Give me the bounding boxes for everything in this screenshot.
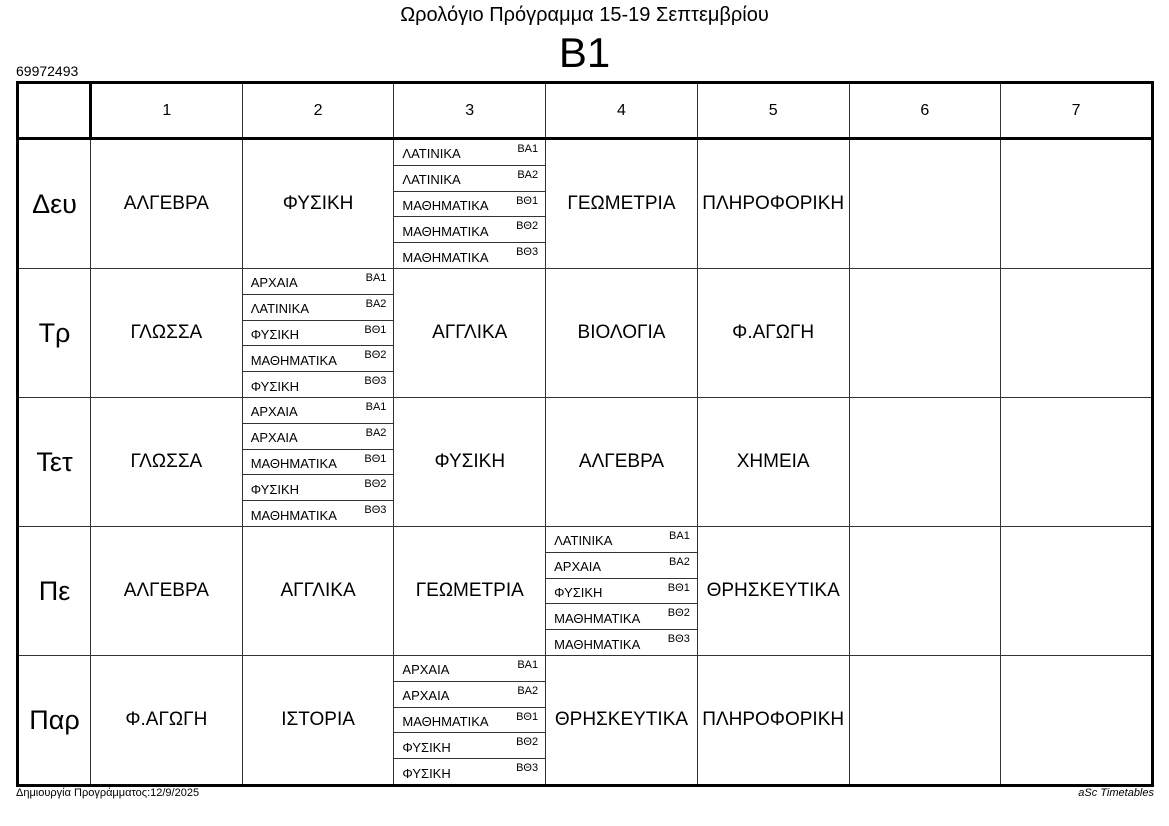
group-subject: ΑΡΧΑΙΑ <box>250 430 298 446</box>
lesson-cell: ΧΗΜΕΙΑ <box>697 398 849 527</box>
empty-cell <box>1001 656 1153 786</box>
group-lesson <box>394 243 545 268</box>
lesson-cell: ΘΡΗΣΚΕΥΤΙΚΑ <box>546 656 698 786</box>
empty-cell <box>849 527 1001 656</box>
group-subject: ΦΥΣΙΚΗ <box>250 326 300 342</box>
period-header: 4 <box>546 83 698 139</box>
lesson-cell: ΦΥΣΙΚΗ <box>242 139 394 269</box>
group-subject: ΜΑΘΗΜΑΤΙΚΑ <box>554 636 641 652</box>
group-code: ΒΘ1 <box>516 194 539 207</box>
day-row <box>18 656 1153 786</box>
group-code: ΒΑ2 <box>669 555 690 568</box>
group-subject: ΦΥΣΙΚΗ <box>250 378 300 394</box>
empty-cell <box>849 139 1001 269</box>
lesson-cell: ΑΓΓΛΙΚΑ <box>242 527 394 656</box>
lesson-cell: ΠΛΗΡΟΦΟΡΙΚΗ <box>697 656 849 786</box>
group-subject: ΛΑΤΙΝΙΚΑ <box>402 146 461 162</box>
group-code: ΒΘ3 <box>516 762 539 775</box>
lesson-cell: ΓΕΩΜΕΤΡΙΑ <box>394 527 546 656</box>
group-lesson <box>394 733 545 759</box>
lesson-cell: ΒΙΟΛΟΓΙΑ <box>546 269 698 398</box>
group-lesson <box>243 398 394 424</box>
group-list <box>394 140 545 268</box>
group-code: ΒΘ2 <box>516 736 539 749</box>
group-code: ΒΑ1 <box>365 401 387 413</box>
group-lesson <box>243 475 394 501</box>
period-header: 1 <box>91 83 243 139</box>
group-lesson <box>243 372 394 397</box>
group-code: ΒΑ1 <box>669 530 690 542</box>
group-code: ΒΑ2 <box>517 684 539 697</box>
group-subject: ΛΑΤΙΝΙΚΑ <box>554 533 613 549</box>
empty-cell <box>849 398 1001 527</box>
group-list <box>243 269 394 397</box>
split-lesson-cell <box>394 139 546 269</box>
lesson-cell: ΠΛΗΡΟΦΟΡΙΚΗ <box>697 139 849 269</box>
group-lesson <box>243 450 394 476</box>
group-subject: ΦΥΣΙΚΗ <box>250 481 300 497</box>
group-list <box>243 398 394 526</box>
group-code: ΒΘ1 <box>667 581 690 594</box>
group-lesson <box>243 501 394 526</box>
day-row <box>18 527 1153 656</box>
group-code: ΒΘ3 <box>667 633 690 646</box>
group-lesson <box>394 192 545 218</box>
group-lesson <box>546 553 697 579</box>
group-code: ΒΘ1 <box>516 710 539 723</box>
day-name: Τρ <box>18 269 91 398</box>
group-code: ΒΘ2 <box>364 349 387 362</box>
day-name: Τετ <box>18 398 91 527</box>
group-subject: ΜΑΘΗΜΑΤΙΚΑ <box>402 713 489 729</box>
period-header: 2 <box>242 83 394 139</box>
class-code: 69972493 <box>16 63 79 79</box>
empty-cell <box>849 656 1001 786</box>
split-lesson-cell <box>546 527 698 656</box>
group-lesson <box>394 656 545 682</box>
group-subject: ΑΡΧΑΙΑ <box>402 688 450 704</box>
day-row <box>18 398 1153 527</box>
group-lesson <box>243 424 394 450</box>
lesson-cell: ΙΣΤΟΡΙΑ <box>242 656 394 786</box>
lesson-cell: ΓΕΩΜΕΤΡΙΑ <box>546 139 698 269</box>
group-lesson <box>243 321 394 347</box>
split-lesson-cell <box>242 398 394 527</box>
group-lesson <box>546 630 697 655</box>
group-lesson <box>546 604 697 630</box>
period-header: 5 <box>697 83 849 139</box>
group-subject: ΛΑΤΙΝΙΚΑ <box>250 301 309 317</box>
group-subject: ΑΡΧΑΙΑ <box>554 559 602 575</box>
day-name: Πε <box>18 527 91 656</box>
group-subject: ΜΑΘΗΜΑΤΙΚΑ <box>250 455 337 471</box>
lesson-cell: ΦΥΣΙΚΗ <box>394 398 546 527</box>
class-name: B1 <box>558 29 611 76</box>
group-subject: ΦΥΣΙΚΗ <box>402 765 451 781</box>
group-code: ΒΘ1 <box>364 323 387 336</box>
group-code: ΒΘ3 <box>364 504 387 517</box>
group-code: ΒΑ1 <box>517 659 539 671</box>
group-subject: ΜΑΘΗΜΑΤΙΚΑ <box>402 223 489 239</box>
creation-date: Δημιουργία Προγράμματος:12/9/2025 <box>16 787 200 799</box>
group-code: ΒΑ2 <box>365 426 387 439</box>
group-subject: ΛΑΤΙΝΙΚΑ <box>402 172 461 188</box>
group-lesson <box>394 140 545 166</box>
corner-cell <box>18 83 91 139</box>
group-code: ΒΘ3 <box>516 246 539 259</box>
group-subject: ΜΑΘΗΜΑΤΙΚΑ <box>402 249 489 265</box>
group-subject: ΑΡΧΑΙΑ <box>402 662 450 678</box>
group-subject: ΜΑΘΗΜΑΤΙΚΑ <box>250 507 337 523</box>
group-lesson <box>394 682 545 708</box>
day-name: Δευ <box>18 139 91 269</box>
page-title: Ωρολόγιο Πρόγραμμα 15-19 Σεπτεμβρίου <box>400 4 769 26</box>
empty-cell <box>1001 398 1153 527</box>
group-code: ΒΑ2 <box>365 297 387 310</box>
group-list <box>394 656 545 784</box>
day-name: Παρ <box>18 656 91 786</box>
lesson-cell: ΑΛΓΕΒΡΑ <box>91 527 243 656</box>
lesson-cell: ΑΛΓΕΒΡΑ <box>546 398 698 527</box>
group-lesson <box>243 295 394 321</box>
group-lesson <box>394 759 545 784</box>
period-header-row <box>18 83 1153 139</box>
group-lesson <box>243 269 394 295</box>
group-code: ΒΘ2 <box>364 478 387 491</box>
lesson-cell: ΓΛΩΣΣΑ <box>91 269 243 398</box>
group-code: ΒΘ2 <box>516 220 539 233</box>
period-header: 6 <box>849 83 1001 139</box>
period-header: 3 <box>394 83 546 139</box>
group-code: ΒΑ1 <box>365 272 387 284</box>
group-lesson <box>243 346 394 372</box>
timetable <box>16 81 1154 787</box>
group-lesson <box>394 166 545 192</box>
empty-cell <box>1001 527 1153 656</box>
empty-cell <box>849 269 1001 398</box>
day-row <box>18 269 1153 398</box>
empty-cell <box>1001 139 1153 269</box>
group-subject: ΦΥΣΙΚΗ <box>554 584 603 600</box>
group-lesson <box>546 527 697 553</box>
group-subject: ΦΥΣΙΚΗ <box>402 739 451 755</box>
group-lesson <box>394 217 545 243</box>
day-row <box>18 139 1153 269</box>
lesson-cell: ΑΓΓΛΙΚΑ <box>394 269 546 398</box>
lesson-cell: ΑΛΓΕΒΡΑ <box>91 139 243 269</box>
group-code: ΒΑ2 <box>517 168 539 181</box>
lesson-cell: ΘΡΗΣΚΕΥΤΙΚΑ <box>697 527 849 656</box>
group-subject: ΜΑΘΗΜΑΤΙΚΑ <box>250 352 337 368</box>
split-lesson-cell <box>242 269 394 398</box>
lesson-cell: ΓΛΩΣΣΑ <box>91 398 243 527</box>
brand-label: aSc Timetables <box>1078 787 1154 799</box>
group-list <box>546 527 697 655</box>
group-subject: ΑΡΧΑΙΑ <box>250 404 298 420</box>
group-lesson <box>394 708 545 734</box>
split-lesson-cell <box>394 656 546 786</box>
group-subject: ΜΑΘΗΜΑΤΙΚΑ <box>402 197 489 213</box>
lesson-cell: Φ.ΑΓΩΓΗ <box>697 269 849 398</box>
period-header: 7 <box>1001 83 1153 139</box>
group-code: ΒΘ1 <box>364 452 387 465</box>
group-code: ΒΘ3 <box>364 375 387 388</box>
group-code: ΒΑ1 <box>517 143 539 155</box>
group-subject: ΜΑΘΗΜΑΤΙΚΑ <box>554 610 641 626</box>
empty-cell <box>1001 269 1153 398</box>
group-lesson <box>546 579 697 605</box>
group-subject: ΑΡΧΑΙΑ <box>250 275 298 291</box>
group-code: ΒΘ2 <box>667 607 690 620</box>
lesson-cell: Φ.ΑΓΩΓΗ <box>91 656 243 786</box>
